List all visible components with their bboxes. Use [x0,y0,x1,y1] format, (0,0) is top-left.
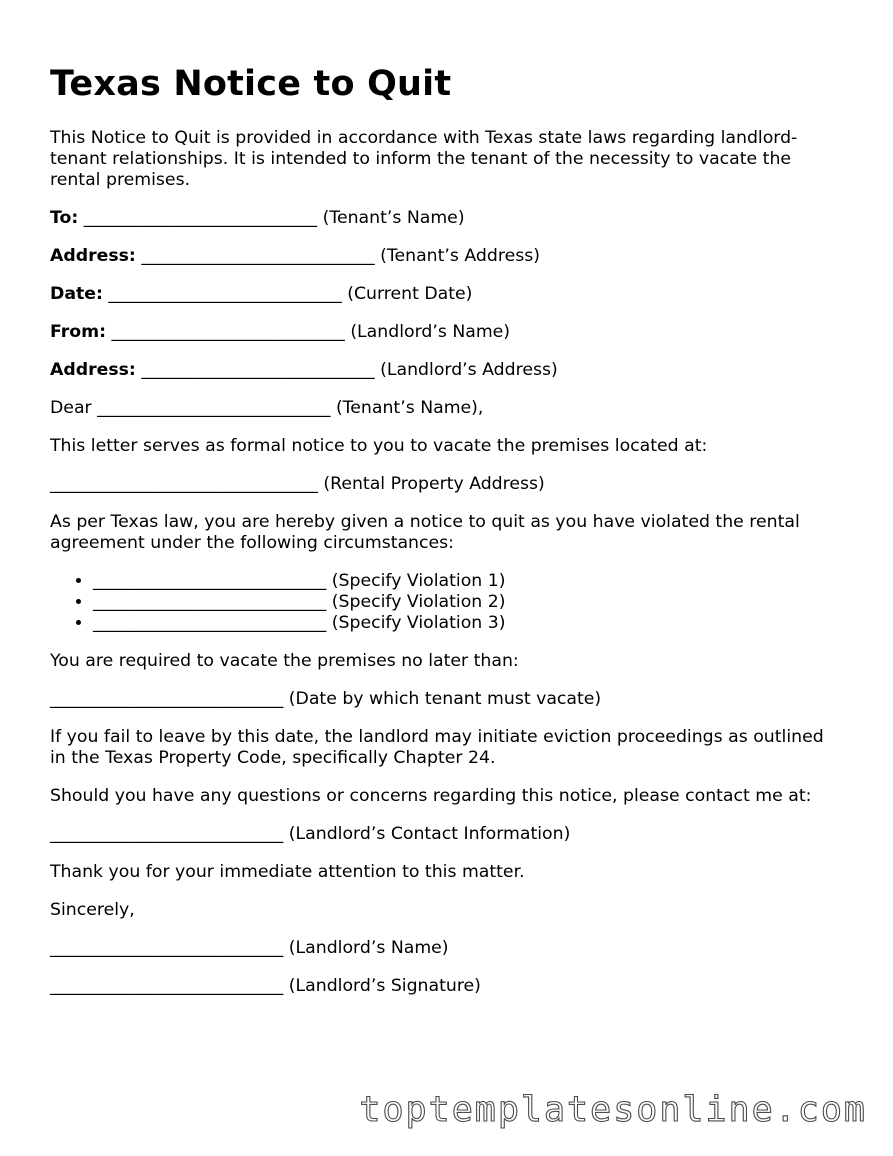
violations-list [50,571,840,634]
date-label: Date: [50,284,103,304]
salutation-word: Dear [50,398,92,418]
landlord-address-hint: (Landlord’s Address) [380,360,558,380]
thanks-paragraph: Thank you for your immediate attention to this matter. [50,862,525,882]
list-item [93,592,840,613]
violation-hint: (Specify Violation 1) [331,571,506,591]
violation-blank: ___________________________ [93,613,327,633]
contact-blank: ___________________________ [50,824,284,844]
eviction-paragraph: If you fail to leave by this date, the landlord may initiate eviction proceedings as outlined in the Texas Property Code, specifically Chapter 24. [50,727,824,768]
to-field [50,208,840,229]
vacate-date-hint: (Date by which tenant must vacate) [288,689,602,709]
to-hint: (Tenant’s Name) [322,208,465,228]
notice-paragraph: This letter serves as formal notice to you to vacate the premises located at: [50,436,708,456]
vacate-date-blank: ___________________________ [50,689,284,709]
salutation-hint: (Tenant’s Name), [335,398,484,418]
landlord-address-blank: ___________________________ [141,360,375,380]
landlord-address-field [50,360,840,381]
list-item [93,571,840,592]
watermark: toptemplatesonline.com [359,1090,867,1130]
property-hint: (Rental Property Address) [323,474,545,494]
tenant-address-label: Address: [50,246,136,266]
tenant-address-field [50,246,840,267]
signoff-signature-line [50,976,840,997]
signoff-signature-hint: (Landlord’s Signature) [288,976,481,996]
signoff-signature-blank: ___________________________ [50,976,284,996]
document-page [50,62,840,997]
salutation-blank: ___________________________ [97,398,331,418]
violation-intro-paragraph: As per Texas law, you are hereby given a notice to quit as you have violated the rental agreement under the following circumstances: [50,512,800,553]
closing: Sincerely, [50,900,135,920]
signoff-name-blank: ___________________________ [50,938,284,958]
violation-hint: (Specify Violation 2) [331,592,506,612]
to-blank: ___________________________ [83,208,318,228]
contact-paragraph: Should you have any questions or concerns regarding this notice, please contact me at: [50,786,812,806]
tenant-address-blank: ___________________________ [141,246,375,266]
landlord-address-label: Address: [50,360,136,380]
signoff-name-line [50,938,840,959]
date-hint: (Current Date) [347,284,473,304]
salutation [50,398,840,419]
signoff-name-hint: (Landlord’s Name) [288,938,449,958]
contact-hint: (Landlord’s Contact Information) [288,824,571,844]
from-blank: ___________________________ [111,322,345,342]
from-label: From: [50,322,107,342]
from-field [50,322,840,343]
intro-paragraph: This Notice to Quit is provided in accordance with Texas state laws regarding landlord-tenant relationships. It is intended to inform the tenant of the necessity to vacate the rental premises. [50,128,798,190]
property-address-line [50,474,840,495]
list-item [93,613,840,634]
date-field [50,284,840,305]
document-title: Texas Notice to Quit [50,64,452,104]
date-blank: ___________________________ [108,284,342,304]
from-hint: (Landlord’s Name) [350,322,511,342]
violation-hint: (Specify Violation 3) [331,613,506,633]
violation-blank: ___________________________ [93,571,327,591]
vacate-paragraph: You are required to vacate the premises no later than: [50,651,519,671]
contact-line [50,824,840,845]
property-blank: _______________________________ [50,474,318,494]
violation-blank: ___________________________ [93,592,327,612]
vacate-date-line [50,689,840,710]
tenant-address-hint: (Tenant’s Address) [380,246,540,266]
to-label: To: [50,208,79,228]
